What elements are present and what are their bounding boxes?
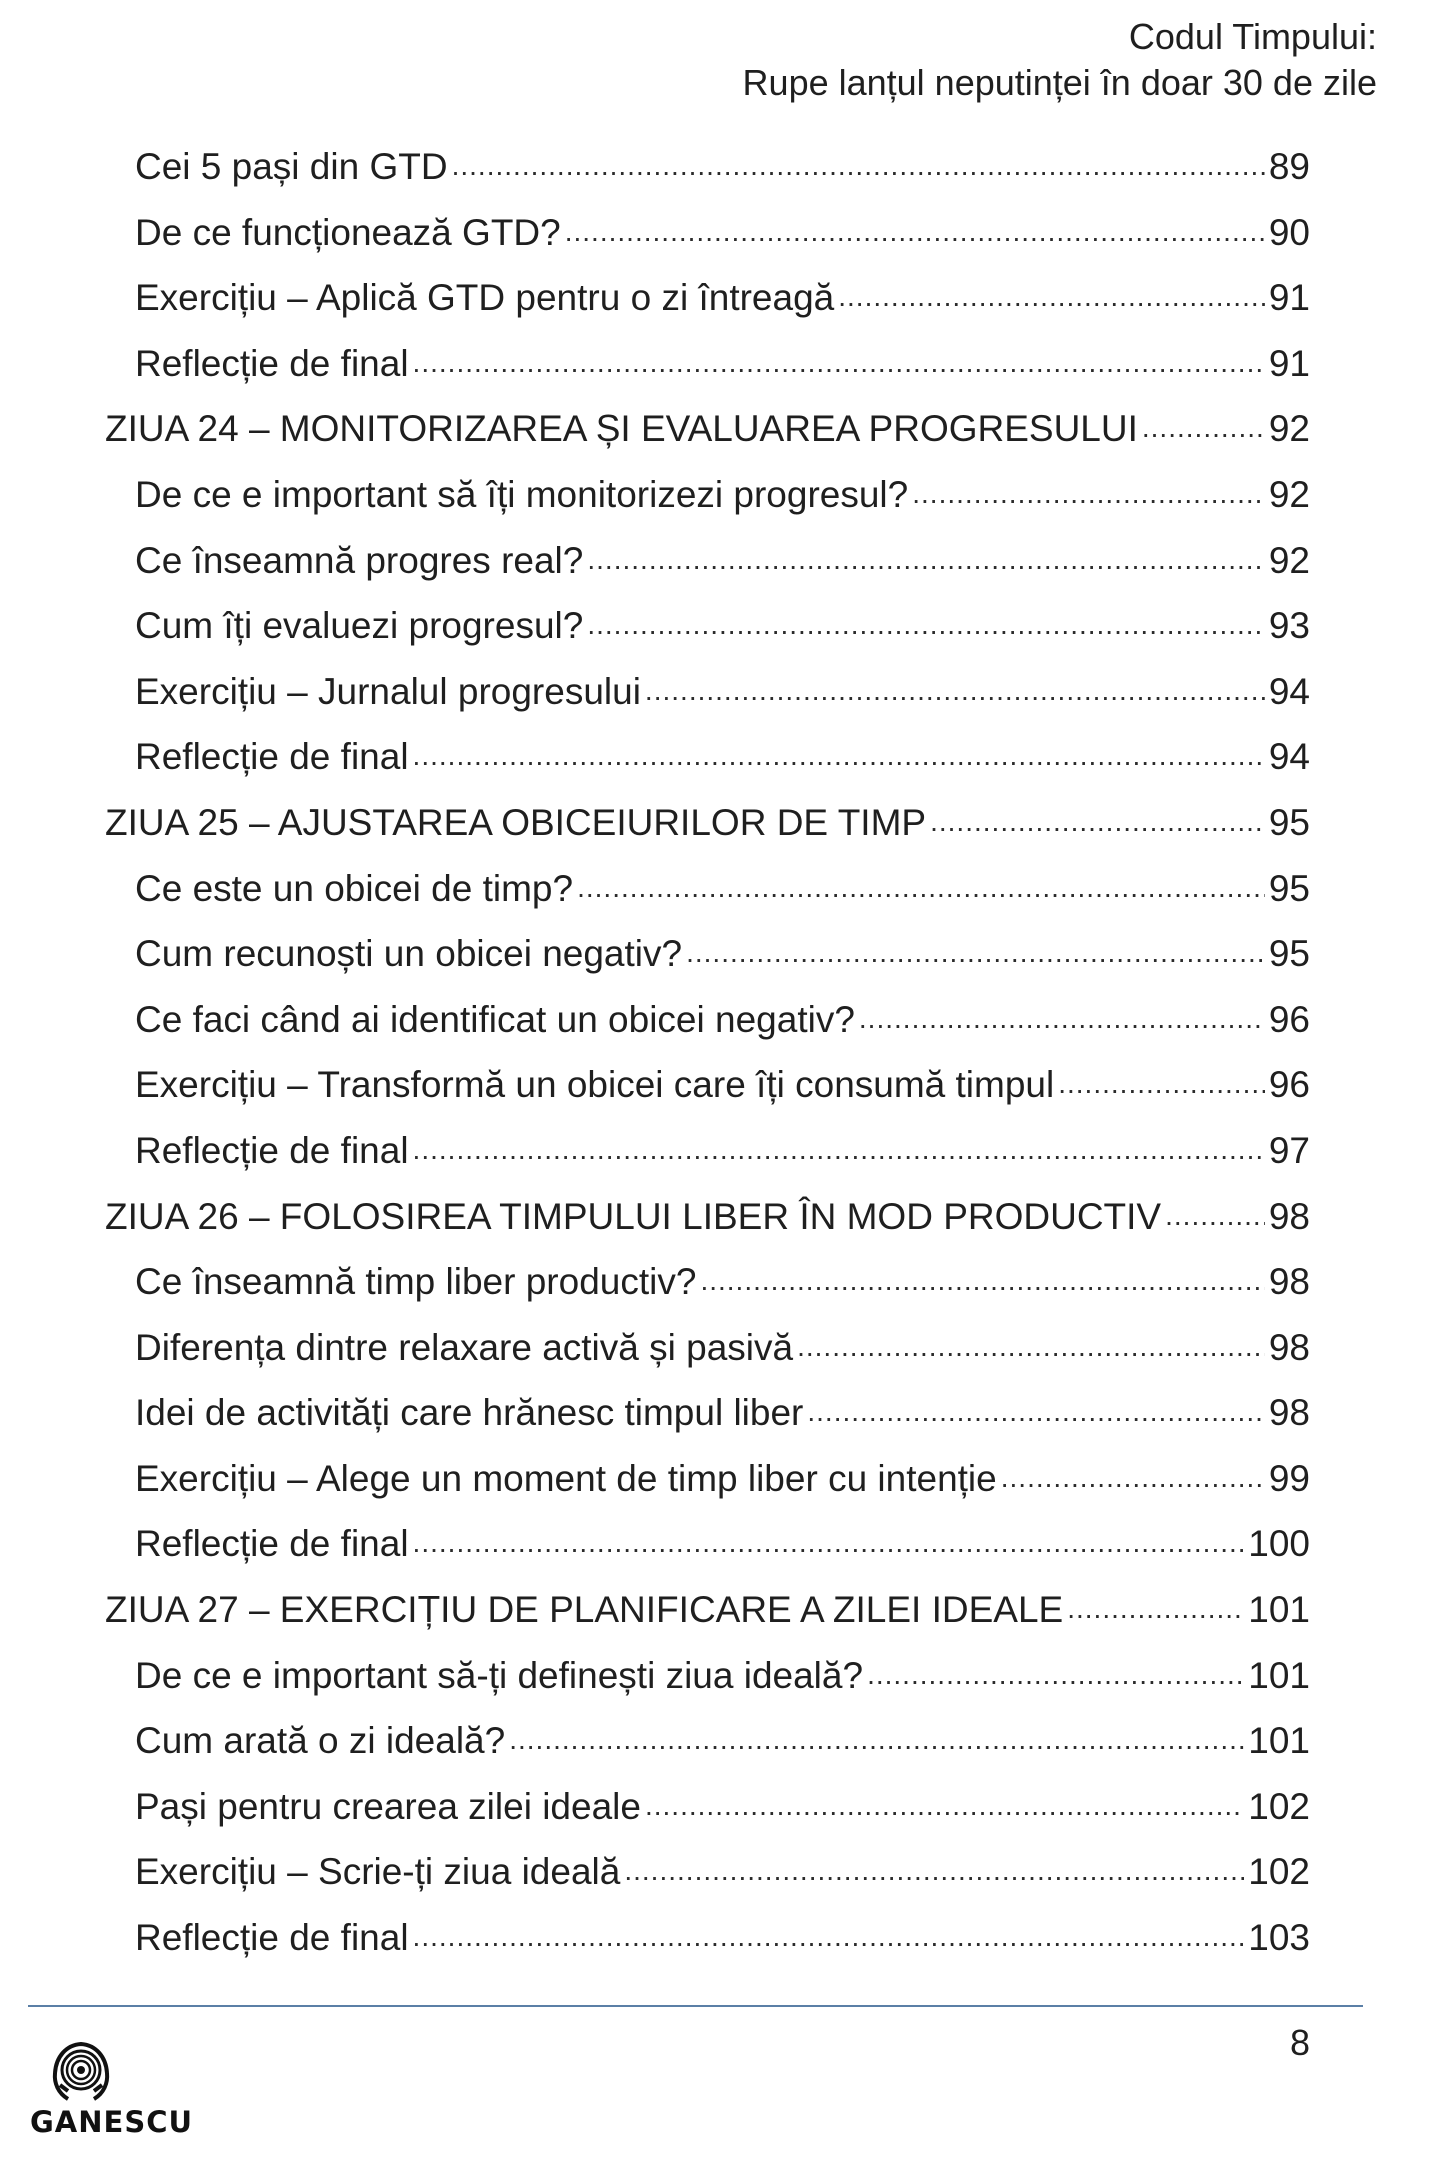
toc-entry-title: Reflecție de final: [135, 736, 409, 778]
toc-entry-page: 89: [1268, 146, 1310, 187]
toc-chapter-entry[interactable]: [105, 802, 1310, 868]
toc-section-entry[interactable]: [105, 1523, 1310, 1589]
toc-entry-title: Reflecție de final: [135, 342, 409, 384]
toc-entry-page: 91: [1268, 277, 1310, 319]
book-title: Codul Timpului:: [1128, 16, 1377, 57]
toc-entry-title: Pași pentru crearea zilei ideale: [135, 1785, 641, 1827]
dot-leader: [587, 536, 1264, 578]
toc-entry-title: ZIUA 27 – EXERCIȚIU DE PLANIFICARE A ZILEI IDEALE: [105, 1589, 1064, 1631]
dot-leader: [645, 1782, 1244, 1824]
dot-leader: [413, 1913, 1245, 1955]
dot-leader: [509, 1716, 1244, 1758]
publisher-logo: [30, 2035, 194, 2139]
toc-entry-page: 98: [1268, 1261, 1310, 1303]
dot-leader: [624, 1847, 1244, 1889]
toc-section-entry[interactable]: [105, 605, 1310, 671]
toc-section-entry[interactable]: [105, 736, 1310, 802]
toc-entry-title: Reflecție de final: [135, 1523, 409, 1565]
toc-entry-page: 96: [1268, 998, 1310, 1040]
toc-entry-page: 102: [1248, 1851, 1310, 1893]
toc-section-entry[interactable]: [105, 868, 1310, 934]
head-spiral-icon: [48, 2035, 114, 2103]
toc-chapter-entry[interactable]: [105, 1589, 1310, 1655]
toc-section-entry[interactable]: [105, 1261, 1310, 1327]
toc-entry-title: Exercițiu – Aplică GTD pentru o zi întreagă: [135, 277, 835, 319]
dot-leader: [565, 208, 1265, 250]
dot-leader: [413, 732, 1265, 774]
toc-entry-page: 92: [1268, 539, 1310, 581]
toc-entry-title: Exercițiu – Scrie-ți ziua ideală: [135, 1851, 621, 1893]
toc-entry-page: 98: [1268, 1326, 1310, 1368]
toc-section-entry[interactable]: [105, 1064, 1310, 1130]
toc-entry-page: 103: [1248, 1917, 1310, 1959]
dot-leader: [577, 864, 1265, 906]
toc-entry-title: Cum recunoști un obicei negativ?: [135, 933, 683, 975]
toc-entry-title: Exercițiu – Jurnalul progresului: [135, 670, 641, 712]
toc-entry-title: De ce funcționează GTD?: [135, 211, 561, 253]
dot-leader: [686, 929, 1265, 971]
dot-leader: [1067, 1585, 1244, 1627]
toc-section-entry[interactable]: [105, 1851, 1310, 1917]
toc-entry-page: 92: [1268, 408, 1310, 450]
toc-section-entry[interactable]: [105, 1720, 1310, 1786]
toc-entry-title: Ce înseamnă progres real?: [135, 539, 584, 581]
toc-entry-title: Idei de activități care hrănesc timpul liber: [135, 1392, 804, 1434]
toc-entry-page: 101: [1248, 1589, 1310, 1631]
toc-entry-title: De ce e important să-ți definești ziua ideală?: [135, 1654, 864, 1696]
dot-leader: [1001, 1454, 1265, 1496]
toc-section-entry[interactable]: [105, 671, 1310, 737]
toc-entry-title: ZIUA 25 – AJUSTAREA OBICEIURILOR DE TIMP: [105, 801, 927, 843]
toc-section-entry[interactable]: [105, 277, 1310, 343]
toc-section-entry[interactable]: [105, 1130, 1310, 1196]
toc-section-entry[interactable]: [105, 343, 1310, 409]
toc-entry-page: 91: [1268, 342, 1310, 384]
page-number: 8: [1289, 2022, 1310, 2063]
toc-entry-title: Cum arată o zi ideală?: [135, 1720, 506, 1762]
toc-entry-title: Ce înseamnă timp liber productiv?: [135, 1261, 697, 1303]
toc-section-entry[interactable]: [105, 1655, 1310, 1721]
toc-entry-page: 102: [1248, 1785, 1310, 1827]
toc-chapter-entry[interactable]: [105, 1196, 1310, 1262]
toc-entry-page: 93: [1268, 605, 1310, 647]
dot-leader: [797, 1323, 1265, 1365]
toc-entry-page: 100: [1248, 1523, 1310, 1565]
toc-chapter-entry[interactable]: [105, 408, 1310, 474]
toc-section-entry[interactable]: [105, 1786, 1310, 1852]
toc-entry-title: De ce e important să îți monitorizezi progresul?: [135, 473, 909, 515]
book-subtitle: Rupe lanțul neputinței în doar 30 de zile: [742, 62, 1377, 103]
toc-entry-title: Exercițiu – Alege un moment de timp liber cu intenție: [135, 1457, 997, 1499]
dot-leader: [413, 1519, 1245, 1561]
toc-entry-page: 96: [1268, 1064, 1310, 1106]
toc-section-entry[interactable]: [105, 540, 1310, 606]
dot-leader: [700, 1257, 1264, 1299]
toc-section-entry[interactable]: [105, 933, 1310, 999]
table-of-contents: [105, 146, 1310, 1983]
toc-entry-page: 101: [1248, 1654, 1310, 1696]
toc-section-entry[interactable]: [105, 1327, 1310, 1393]
toc-section-entry[interactable]: [105, 146, 1310, 212]
toc-entry-title: Ce faci când ai identificat un obicei negativ?: [135, 998, 855, 1040]
footer-divider: [28, 2005, 1363, 2007]
toc-entry-title: Cei 5 pași din GTD: [135, 146, 448, 187]
toc-entry-title: Ce este un obicei de timp?: [135, 867, 574, 909]
toc-entry-page: 98: [1268, 1392, 1310, 1434]
toc-entry-page: 95: [1268, 933, 1310, 975]
dot-leader: [838, 273, 1265, 315]
toc-entry-title: Diferența dintre relaxare activă și pasivă: [135, 1326, 794, 1368]
dot-leader: [587, 601, 1265, 643]
dot-leader: [912, 470, 1265, 512]
toc-entry-title: Reflecție de final: [135, 1129, 409, 1171]
toc-section-entry[interactable]: [105, 999, 1310, 1065]
toc-entry-title: ZIUA 26 – FOLOSIREA TIMPULUI LIBER ÎN MOD PRODUCTIV: [105, 1195, 1162, 1237]
dot-leader: [867, 1651, 1244, 1693]
toc-entry-page: 98: [1268, 1195, 1310, 1237]
toc-entry-page: 90: [1268, 211, 1310, 253]
dot-leader: [930, 798, 1265, 840]
dot-leader: [859, 995, 1265, 1037]
dot-leader: [413, 1126, 1265, 1168]
toc-section-entry[interactable]: [105, 1917, 1310, 1983]
toc-entry-page: 94: [1268, 670, 1310, 712]
toc-section-entry[interactable]: [105, 1458, 1310, 1524]
dot-leader: [807, 1388, 1264, 1430]
toc-entry-page: 99: [1268, 1457, 1310, 1499]
toc-entry-page: 97: [1268, 1129, 1310, 1171]
dot-leader: [452, 142, 1265, 184]
dot-leader: [1142, 404, 1265, 446]
toc-section-entry[interactable]: [105, 212, 1310, 278]
toc-entry-title: Reflecție de final: [135, 1917, 409, 1959]
dot-leader: [1165, 1192, 1265, 1234]
toc-entry-page: 92: [1268, 473, 1310, 515]
toc-entry-page: 95: [1268, 801, 1310, 843]
toc-entry-page: 94: [1268, 736, 1310, 778]
dot-leader: [645, 667, 1265, 709]
toc-entry-page: 95: [1268, 867, 1310, 909]
toc-entry-page: 101: [1248, 1720, 1310, 1762]
toc-section-entry[interactable]: [105, 1392, 1310, 1458]
logo-text: GANESCU: [30, 2105, 194, 2139]
toc-entry-title: Cum îți evaluezi progresul?: [135, 605, 584, 647]
toc-entry-title: ZIUA 24 – MONITORIZAREA ȘI EVALUAREA PROGRESULUI: [105, 408, 1138, 450]
toc-section-entry[interactable]: [105, 474, 1310, 540]
dot-leader: [413, 339, 1265, 381]
dot-leader: [1058, 1060, 1265, 1102]
toc-entry-title: Exercițiu – Transformă un obicei care îți consumă timpul: [135, 1064, 1055, 1106]
running-header: [743, 14, 1377, 106]
